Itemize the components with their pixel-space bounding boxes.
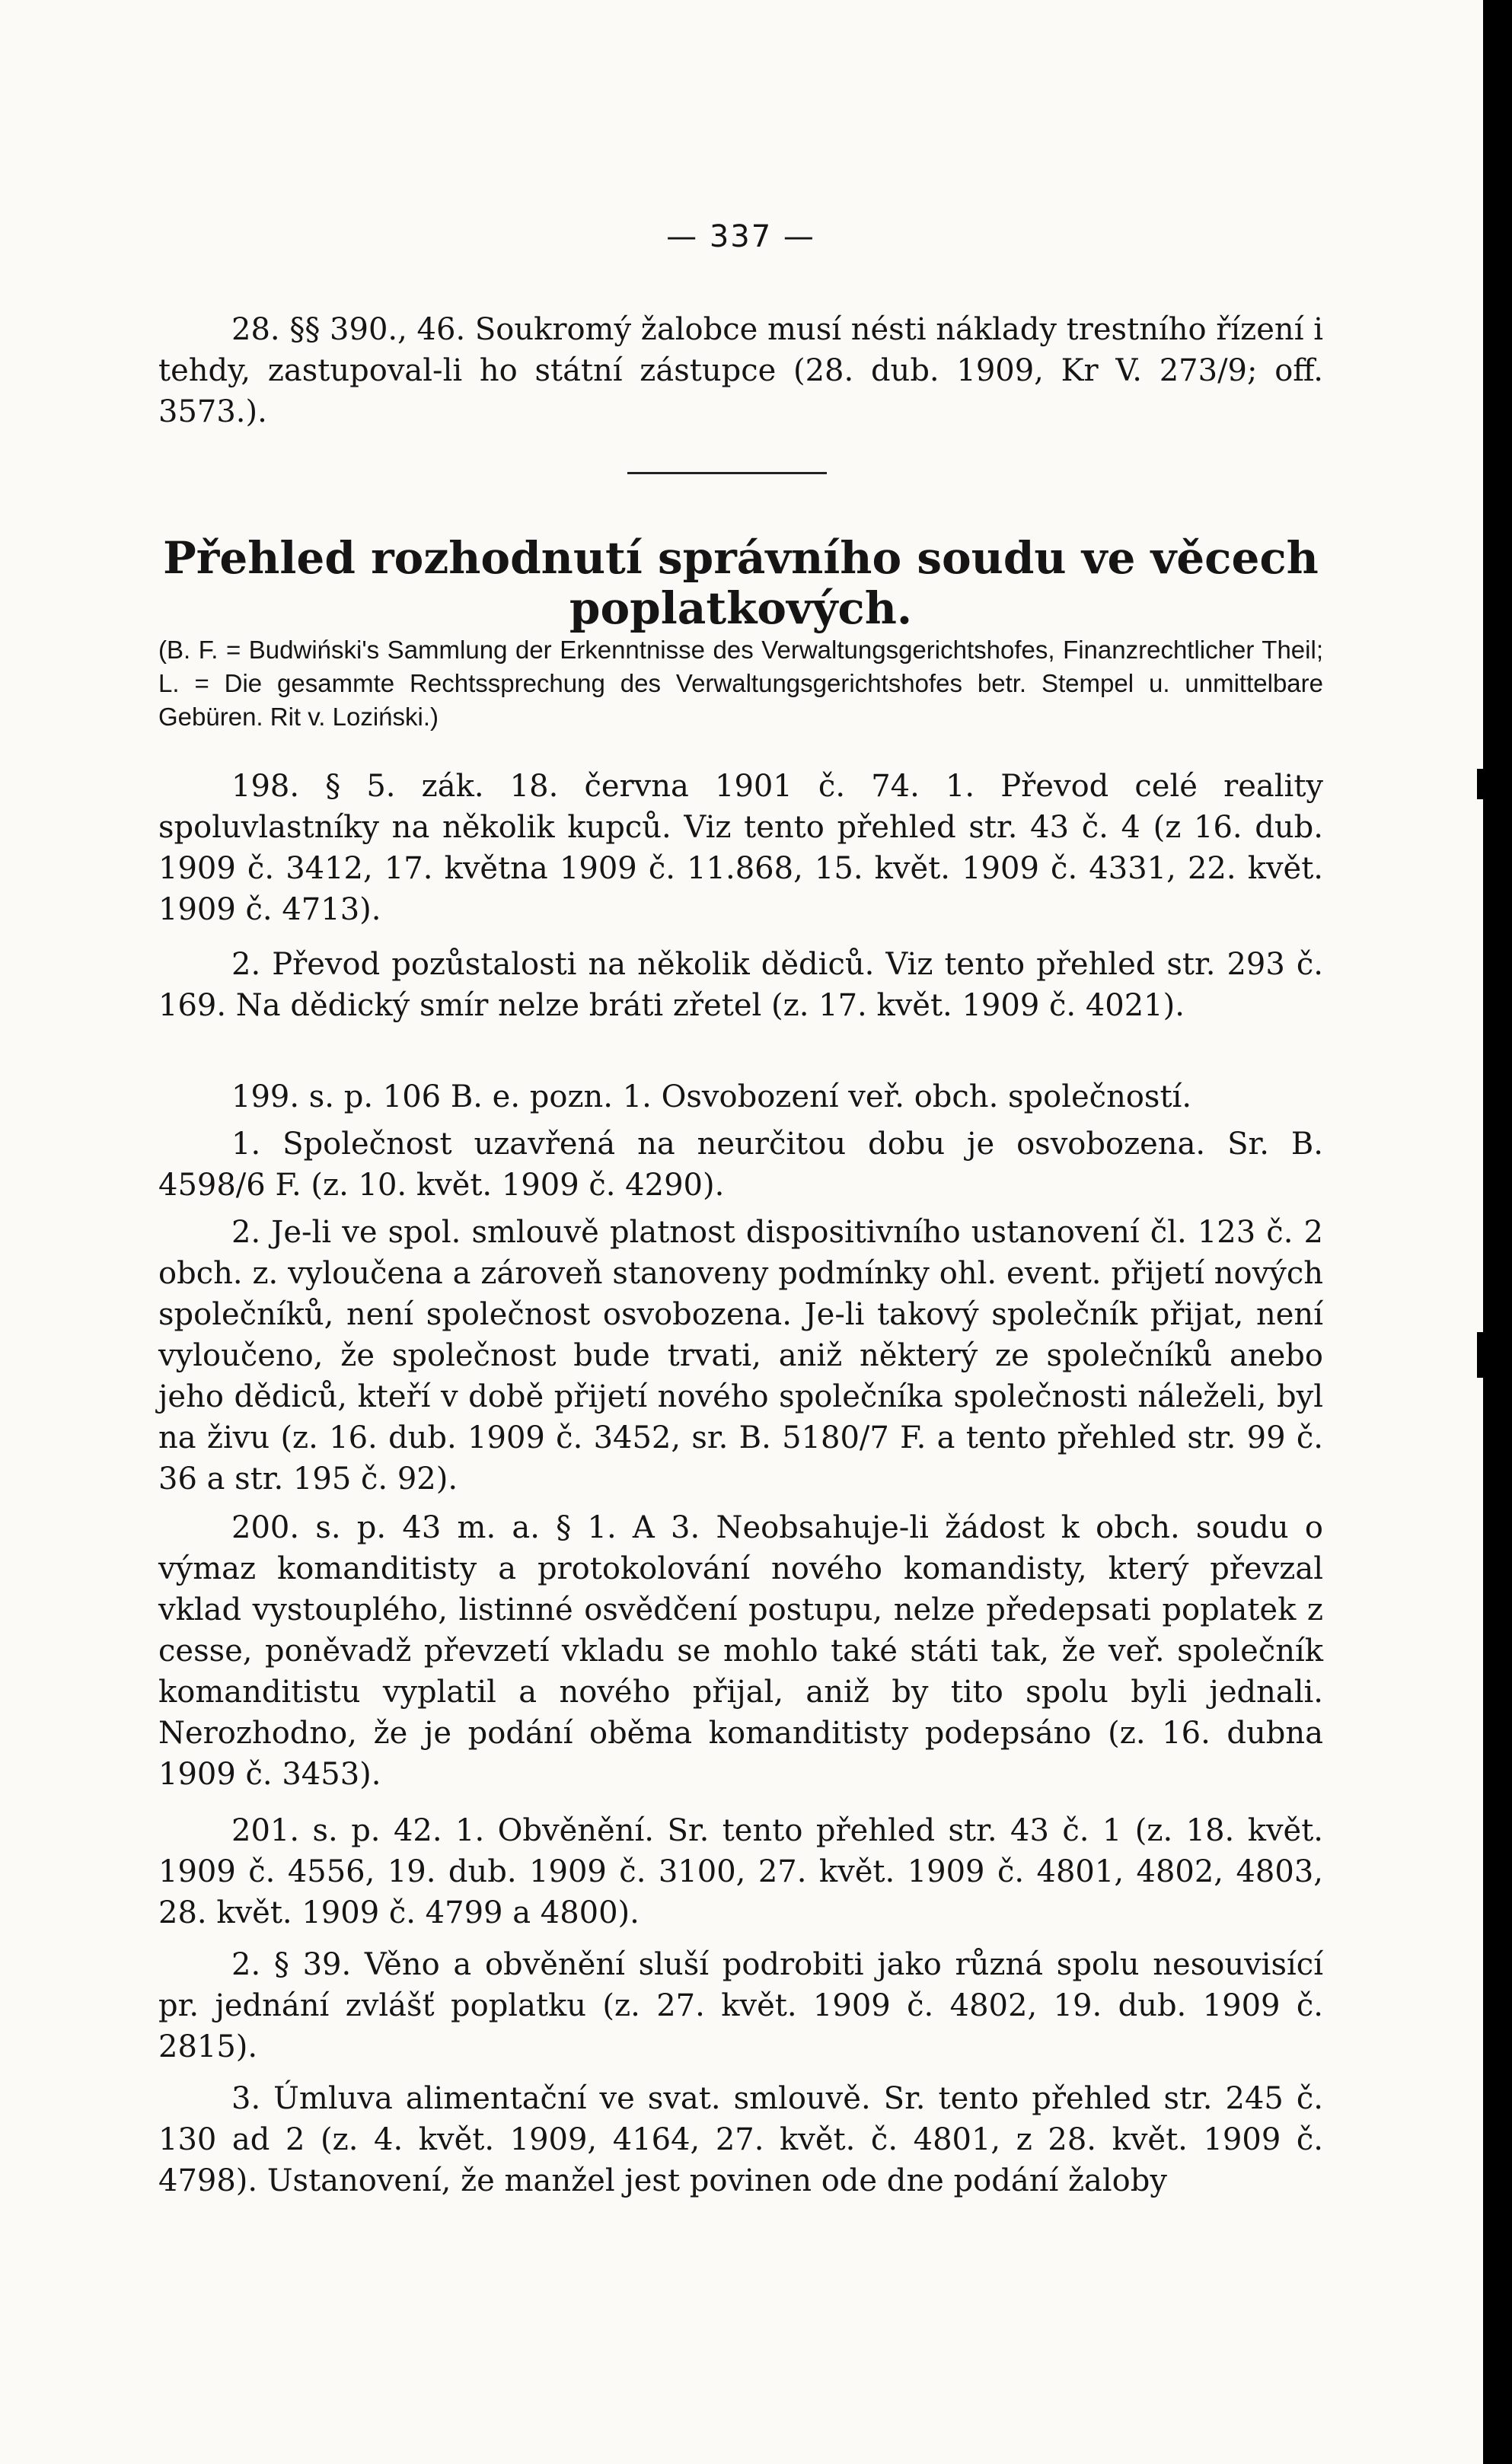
section-title: Přehled rozhodnutí správního soudu ve věcech poplatkových. bbox=[163, 532, 1319, 634]
paragraph-28: 28. §§ 390., 46. Soukromý žalobce musí nésti náklady trestního řízení i tehdy, zastupoval-li ho státní zástupce (28. dub. 1909, Kr V. 273/9; off. 3573.). bbox=[158, 312, 1323, 429]
paragraph-199: 199. s. p. 106 B. e. pozn. 1. Osvobození veř. obch. společností. bbox=[231, 1079, 1192, 1114]
paragraph-199-1: 1. Společnost uzavřená na neurčitou dobu je osvobozena. Sr. B. 4598/6 F. (z. 10. květ. 1909 č. 4290). bbox=[158, 1127, 1323, 1203]
scan-edge bbox=[1483, 0, 1512, 2464]
scan-edge-notch bbox=[1477, 1332, 1485, 1378]
paragraph-201-3: 3. Úmluva alimentační ve svat. smlouvě. Sr. tento přehled str. 245 č. 130 ad 2 (z. 4. květ. 1909, 4164, 27. květ. č. 4801, z 28. květ. 1909 č. 4798). Ustanovení, že manžel jest povinen ode dne podání žaloby bbox=[158, 2081, 1323, 2198]
paragraph-199-2: 2. Je-li ve spol. smlouvě platnost dispositivního ustanovení čl. 123 č. 2 obch. z. vyloučena a zároveň stanoveny podmínky ohl. event. přijetí nových společníků, není společnost osvobozena. Je-li takový společník přijat, není vyloučeno, že společnost bude trvati, aniž některý ze společníků anebo jeho dědiců, kteří v době přijetí nového společníka společnosti náleželi, byl na živu (z. 16. dub. 1909 č. 3452, sr. B. 5180/7 F. a tento přehled str. 99 č. 36 a str. 195 č. 92). bbox=[158, 1215, 1323, 1497]
scan-edge-notch bbox=[1477, 769, 1485, 799]
paragraph-198-2: 2. Převod pozůstalosti na několik dědiců. Viz tento přehled str. 293 č. 169. Na dědický smír nelze bráti zřetel (z. 17. květ. 1909 č. 4021). bbox=[158, 947, 1323, 1023]
page-number: — 337 — bbox=[666, 219, 815, 254]
paragraph-201: 201. s. p. 42. 1. Obvěnění. Sr. tento přehled str. 43 č. 1 (z. 18. květ. 1909 č. 4556, 19. dub. 1909 č. 3100, 27. květ. 1909 č. 4801, 4802, 4803, 28. květ. 1909 č. 4799 a 4800). bbox=[158, 1813, 1323, 1930]
paragraph-201-2: 2. § 39. Věno a obvěnění sluší podrobiti jako různá spolu nesouvisící pr. jednání zvlášť poplatku (z. 27. květ. 1909 č. 4802, 19. dub. 1909 č. 2815). bbox=[158, 1947, 1323, 2064]
paragraph-198: 198. § 5. zák. 18. června 1901 č. 74. 1. Převod celé reality spoluvlastníky na několik kupců. Viz tento přehled str. 43 č. 4 (z 16. dub. 1909 č. 3412, 17. května 1909 č. 11.868, 15. květ. 1909 č. 4331, 22. květ. 1909 č. 4713). bbox=[158, 769, 1323, 927]
source-note: (B. F. = Budwiński's Sammlung der Erkenntnisse des Verwaltungsgerichtshofes, Finanzrechtlicher Theil; L. = Die gesammte Rechtssprechung des Verwaltungsgerichtshofes betr. Stempel u. unmittelbare Gebüren. Rit v. Loziński.) bbox=[158, 636, 1323, 731]
paragraph-200: 200. s. p. 43 m. a. § 1. A 3. Neobsahuje-li žádost k obch. soudu o výmaz komanditisty a protokolování nového komandisty, který převzal vklad vystouplého, listinné osvědčení postupu, nelze předepsati poplatek z cesse, poněvadž převzetí vkladu se mohlo také státi tak, že veř. společník komanditistu vyplatil a nového přijal, aniž by tito spolu byli jednali. Nerozhodno, že je podání oběma komanditisty podepsáno (z. 16. dubna 1909 č. 3453). bbox=[158, 1510, 1323, 1792]
section-divider bbox=[627, 472, 827, 474]
